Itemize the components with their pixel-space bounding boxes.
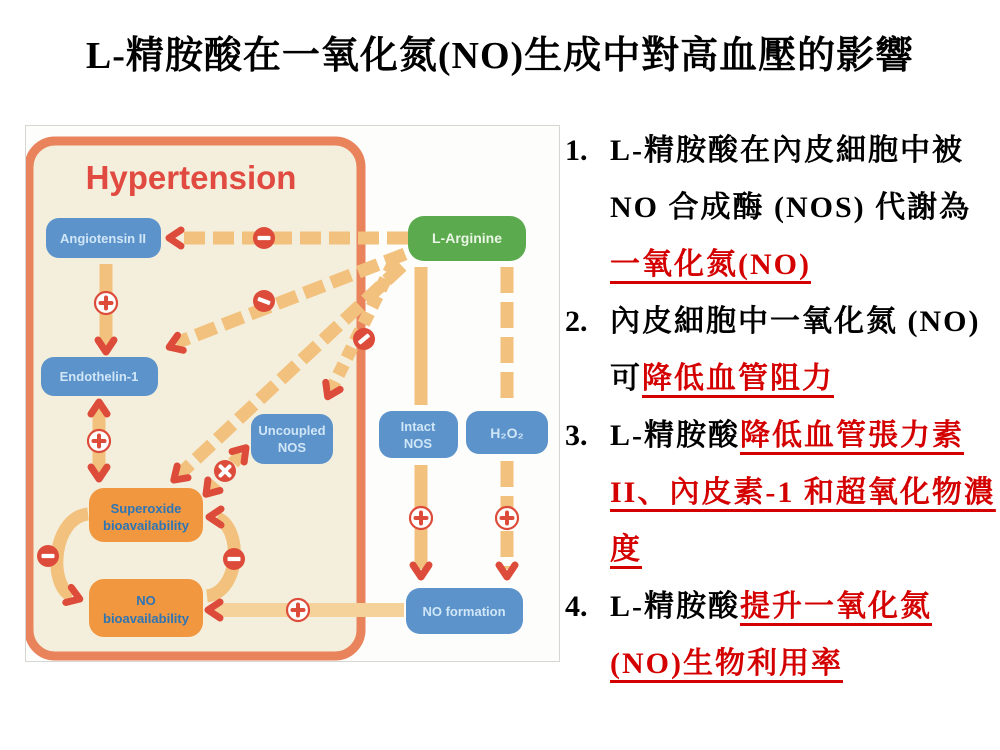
pathway-figure — [25, 125, 560, 662]
plus-badge — [95, 292, 117, 314]
node-superoxide — [89, 488, 203, 542]
list-item-text: L-精胺酸在內皮細胞中被 NO 合成酶 (NOS) 代謝為 — [610, 134, 972, 224]
node-uncoupled-nos — [251, 414, 333, 464]
key-points-list — [563, 122, 997, 692]
minus-badge — [253, 227, 275, 249]
node-uncoupled-nos-label1: Uncoupled — [258, 423, 326, 438]
cross-badge — [214, 460, 236, 482]
list-item-number: 1. — [565, 134, 588, 167]
node-endothelin — [41, 357, 158, 396]
minus-badge — [223, 548, 245, 570]
node-no-bioavailability-label1: NO — [136, 593, 156, 608]
node-uncoupled-nos-label2: NOS — [277, 440, 307, 455]
node-no-bioavailability — [89, 579, 203, 637]
list-item-number: 2. — [565, 305, 588, 338]
node-intact-nos-label2: NOS — [403, 436, 433, 451]
minus-badge — [37, 545, 59, 567]
list-item — [563, 578, 997, 692]
plus-badge — [88, 430, 110, 452]
list-item-highlight: 一氧化氮(NO) — [610, 248, 811, 281]
plus-badge — [496, 507, 518, 529]
node-angiotensin-label: Angiotensin II — [60, 231, 146, 246]
list-item-text: L-精胺酸 — [610, 590, 740, 623]
list-item-text: 內皮細胞中一氧化氮 (NO) 可 — [610, 305, 981, 395]
list-item-highlight: 降低血管阻力 — [642, 362, 834, 395]
plus-badge — [410, 507, 432, 529]
node-l-arginine-label: L-Arginine — [432, 230, 502, 246]
list-item — [563, 407, 997, 578]
pathway-diagram — [26, 126, 559, 661]
list-item-highlight: 提升一氧化氮(NO)生物利用率 — [610, 590, 932, 680]
node-l-arginine — [408, 216, 526, 261]
node-h2o2 — [466, 411, 548, 454]
list-item — [563, 293, 997, 407]
node-no-formation-label: NO formation — [422, 604, 506, 619]
node-superoxide-label1: Superoxide — [110, 501, 182, 516]
node-no-formation — [406, 588, 523, 634]
hypertension-title: Hypertension — [85, 159, 297, 196]
node-intact-nos-label1: Intact — [400, 419, 436, 434]
node-endothelin-label: Endothelin-1 — [59, 369, 139, 384]
node-intact-nos — [379, 411, 458, 458]
page-title: L-精胺酸在一氧化氮(NO)生成中對高血壓的影響 — [85, 35, 915, 77]
plus-badge — [287, 599, 309, 621]
list-item-number: 3. — [565, 419, 588, 452]
node-no-bioavailability-label2: bioavailability — [103, 611, 189, 626]
node-angiotensin — [46, 218, 161, 258]
list-item-text: L-精胺酸 — [610, 419, 740, 452]
list-item-highlight: 降低血管張力素 II、內皮素-1 和超氧化物濃度 — [610, 419, 996, 566]
node-h2o2-label: H₂O₂ — [490, 425, 524, 441]
list-item-number: 4. — [565, 590, 588, 623]
list-item — [563, 122, 997, 293]
node-superoxide-label2: bioavailability — [103, 518, 189, 533]
